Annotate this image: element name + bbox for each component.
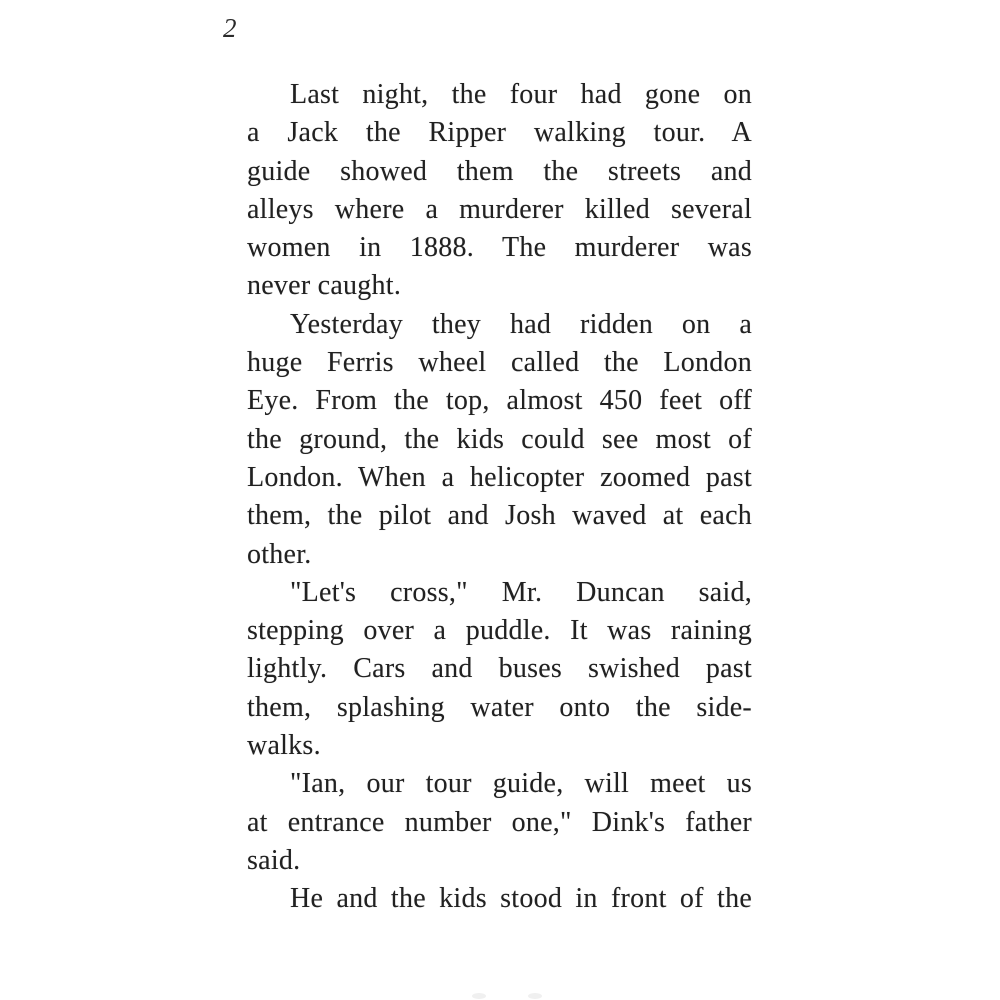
text-line: "Ian, our tour guide, will meet us bbox=[290, 768, 752, 800]
paragraph bbox=[247, 76, 752, 306]
text-line: huge Ferris wheel called the London bbox=[247, 347, 752, 379]
text-line: Eye. From the top, almost 450 feet off bbox=[247, 385, 752, 417]
paragraph bbox=[247, 306, 752, 574]
paragraph bbox=[247, 880, 752, 918]
text-line: them, the pilot and Josh waved at each bbox=[247, 500, 752, 532]
cutoff-glyph-artifact bbox=[528, 993, 542, 999]
text-line: lightly. Cars and buses swished past bbox=[247, 653, 752, 685]
text-line: said. bbox=[247, 844, 301, 876]
cutoff-glyph-artifact bbox=[472, 993, 486, 999]
text-line: Yesterday they had ridden on a bbox=[290, 308, 752, 340]
text-line: walks. bbox=[247, 730, 321, 762]
text-line: other. bbox=[247, 538, 312, 570]
page-number: 2 bbox=[223, 13, 237, 43]
text-line: women in 1888. The murderer was bbox=[247, 232, 752, 264]
text-line: never caught. bbox=[247, 270, 402, 302]
text-line: alleys where a murderer killed several bbox=[247, 193, 752, 225]
text-line: guide showed them the streets and bbox=[247, 155, 752, 187]
text-line: He and the kids stood in front of the bbox=[290, 883, 752, 915]
paragraph bbox=[247, 574, 752, 765]
text-line: the ground, the kids could see most of bbox=[247, 423, 752, 455]
paragraph bbox=[247, 765, 752, 880]
text-block bbox=[247, 76, 752, 919]
text-line: Last night, the four had gone on bbox=[290, 79, 752, 110]
text-line: them, splashing water onto the side- bbox=[247, 691, 752, 723]
text-line: stepping over a puddle. It was raining bbox=[247, 615, 752, 647]
text-line: London. When a helicopter zoomed past bbox=[247, 461, 752, 493]
text-line: at entrance number one," Dink's father bbox=[247, 806, 752, 838]
text-line: a Jack the Ripper walking tour. A bbox=[247, 117, 752, 149]
text-line: "Let's cross," Mr. Duncan said, bbox=[290, 576, 752, 608]
